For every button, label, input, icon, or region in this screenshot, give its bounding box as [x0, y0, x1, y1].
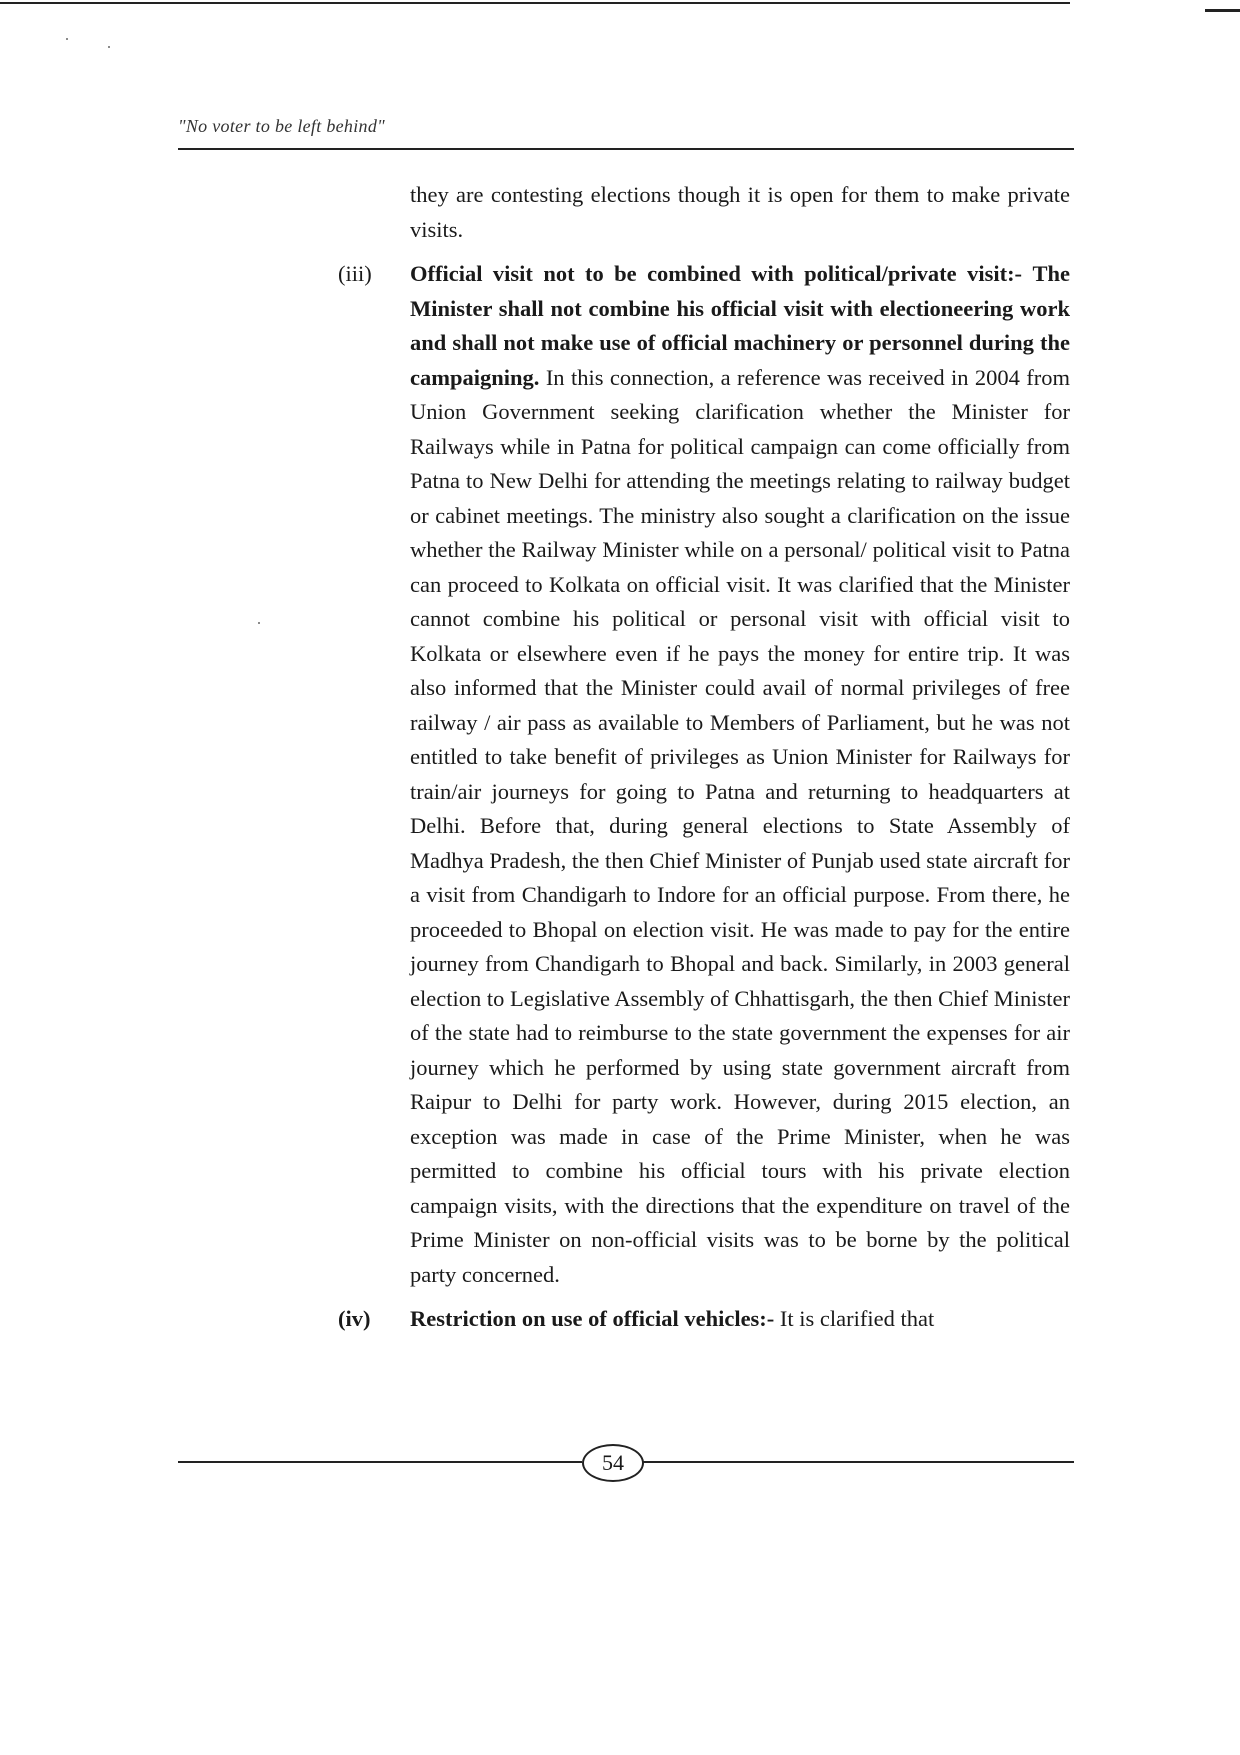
footer-rule-right	[640, 1461, 1074, 1463]
clause-body: In this connection, a reference was received in 2004 from Union Government seeking clarification whether the Minister for Railways while in Patna for political campaign can come officially from Patna to New Delhi for attending the meetings relating to railway budget or cabinet meetings. The ministry also sought a clarification on the issue whether the Railway Minister while on a personal/ political visit to Patna can proceed to Kolkata on official visit. It was clarified that the Minister cannot combine his political or personal visit with official visit to Kolkata or elsewhere even if he pays the money for entire trip. It was also informed that the Minister could avail of normal privileges of free railway / air pass as available to Members of Parliament, but he was not entitled to take benefit of privileges as Union Minister for Railways for train/air journeys for going to Patna and returning to headquarters at Delhi. Before that, during general elections to State Assembly of Madhya Pradesh, the then Chief Minister of Punjab used state aircraft for a visit from Chandigarh to Indore for an official purpose. From there, he proceeded to Bhopal on election visit. He was made to pay for the entire journey from Chandigarh to Bhopal and back. Similarly, in 2003 general election to Legislative Assembly of Chhattisgarh, the then Chief Minister of the state had to reimburse to the state government the expenses for air journey which he performed by using state government aircraft from Raipur to Delhi for party work. However, during 2015 election, an exception was made in case of the Prime Minister, when he was permitted to combine his official tours with his private election campaign visits, with the directions that the expenditure on travel of the Prime Minister on non-official visits was to be borne by the political party concerned.	[410, 364, 1071, 1287]
clause-marker: (iv)	[338, 1306, 371, 1331]
scan-speck	[108, 46, 110, 48]
page-body	[340, 178, 1070, 1337]
running-header: "No voter to be left behind"	[178, 116, 385, 136]
scan-border-mark	[1205, 9, 1240, 12]
page-number: 54	[582, 1444, 644, 1482]
scan-speck	[66, 38, 68, 40]
scan-border-line	[0, 2, 1070, 4]
clause-bold-text: The Minister shall not combine his official visit with electioneering work and shall not make use of official machinery or personnel during the campaigning.	[410, 261, 1070, 390]
clause-iv	[340, 1302, 1070, 1337]
footer-rule-left	[178, 1461, 582, 1463]
clause-heading: Official visit not to be combined with political/private visit:-	[410, 261, 1023, 286]
clause-marker: (iii)	[338, 261, 372, 286]
clause-text	[410, 257, 1070, 1292]
clause-heading: Restriction on use of official vehicles:-	[410, 1306, 775, 1331]
scan-speck	[258, 622, 260, 624]
clause-iii	[340, 257, 1070, 1292]
clause-text	[410, 1302, 1070, 1337]
header-rule	[178, 148, 1074, 150]
continuation-paragraph: they are contesting elections though it is open for them to make private visits.	[410, 182, 1070, 242]
clause-body: It is clarified that	[779, 1306, 935, 1331]
